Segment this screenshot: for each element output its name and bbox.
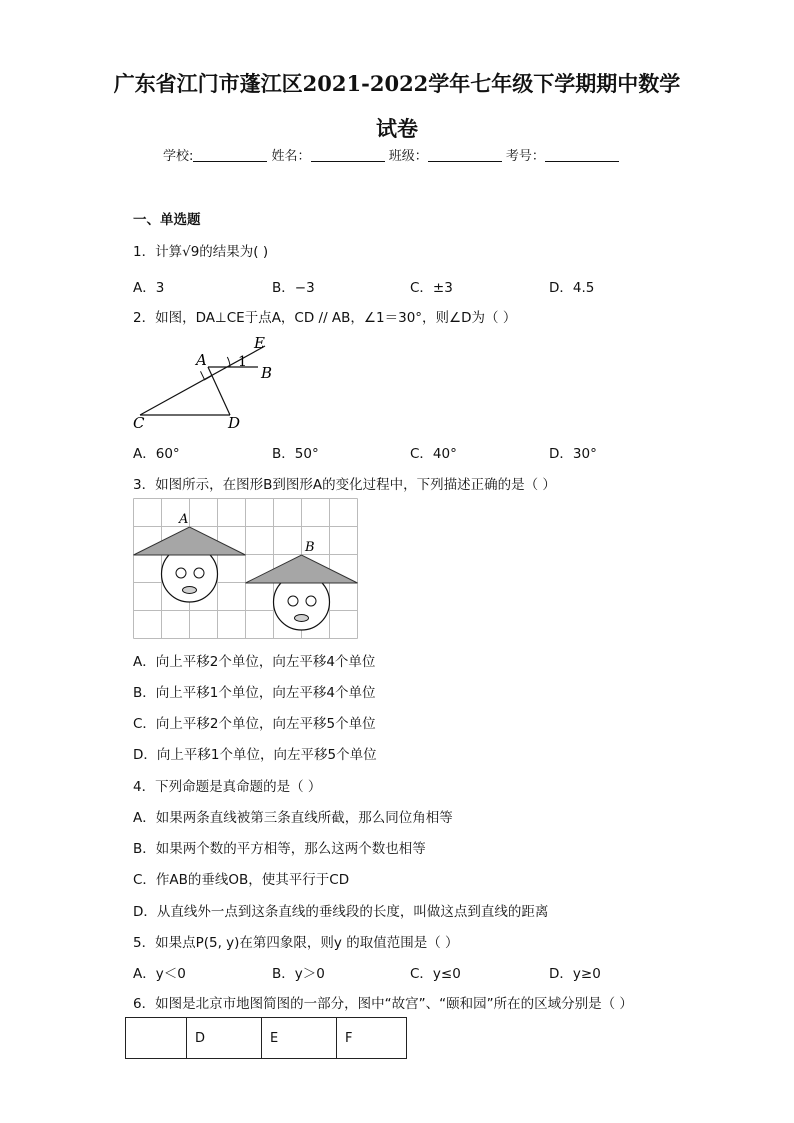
q3-option-a[interactable]: A．向上平移2个单位，向左平移4个单位 [133, 654, 376, 670]
label-b: B [261, 364, 273, 382]
exam-title-line2: 试卷 [376, 116, 418, 141]
label-a: A [196, 351, 207, 369]
q2-option-d[interactable]: D．30° [549, 446, 597, 462]
q5-option-a[interactable]: A．y＜0 [133, 966, 186, 982]
figure-b-hat [246, 555, 358, 583]
student-info-row [163, 145, 619, 164]
question-3-text: 3．如图所示，在图形B到图形A的变化过程中，下列描述正确的是（ ） [133, 477, 556, 493]
q4-option-d[interactable]: D．从直线外一点到这条直线的垂线段的长度，叫做这点到直线的距离 [133, 904, 549, 920]
q1-option-b[interactable]: B．−3 [272, 280, 315, 296]
class-label: 班级： [388, 149, 428, 164]
class-blank[interactable] [428, 149, 502, 162]
q4-option-c[interactable]: C．作AB的垂线OB，使其平行于CD [133, 872, 350, 888]
figure-b-label: B [305, 540, 315, 555]
figure-b-right-eye [306, 596, 316, 606]
q3-option-c[interactable]: C．向上平移2个单位，向左平移5个单位 [133, 716, 376, 732]
q3-option-b[interactable]: B．向上平移1个单位，向左平移4个单位 [133, 685, 376, 701]
table-cell-f: F [337, 1018, 407, 1059]
q1-option-a[interactable]: A．3 [133, 280, 165, 296]
line-ad [208, 367, 230, 415]
figure-a-label: A [179, 512, 189, 527]
q2-option-c[interactable]: C．40° [410, 446, 457, 462]
figure-a-hat [134, 527, 246, 555]
table-cell-d: D [187, 1018, 262, 1059]
section-heading: 一、单选题 [133, 212, 201, 228]
figure-b-left-eye [288, 596, 298, 606]
table-row [126, 1018, 407, 1059]
question-5-text: 5．如果点P(5, y)在第四象限，则y 的取值范围是（ ） [133, 935, 459, 951]
question-4-text: 4．下列命题是真命题的是（ ） [133, 779, 322, 795]
q4-option-b[interactable]: B．如果两个数的平方相等，那么这两个数也相等 [133, 841, 426, 857]
q1-option-d[interactable]: D．4.5 [549, 280, 595, 296]
q2-option-a[interactable]: A．60° [133, 446, 180, 462]
figure-a-mouth [183, 587, 197, 594]
name-label: 姓名： [271, 149, 311, 164]
number-label: 考号： [505, 149, 545, 164]
q5-option-d[interactable]: D．y≥0 [549, 966, 601, 982]
q5-option-c[interactable]: C．y≤0 [410, 966, 461, 982]
q4-option-a[interactable]: A．如果两条直线被第三条直线所截，那么同位角相等 [133, 810, 453, 826]
q2-geometry-figure [130, 330, 280, 430]
question-1-text: 1．计算√9的结果为( ) [133, 244, 269, 260]
q3-grid-figure [133, 498, 359, 640]
q1-option-c[interactable]: C．±3 [410, 280, 453, 296]
school-label: 学校: [163, 149, 194, 164]
number-blank[interactable] [545, 149, 619, 162]
school-blank[interactable] [193, 149, 267, 162]
exam-title-line1: 广东省江门市蓬江区2021-2022学年七年级下学期期中数学 [113, 71, 681, 96]
label-angle-1: 1 [238, 354, 247, 370]
name-blank[interactable] [311, 149, 385, 162]
q3-option-d[interactable]: D．向上平移1个单位，向左平移5个单位 [133, 747, 377, 763]
figure-a-left-eye [176, 568, 186, 578]
q6-map-grid-table [125, 1017, 407, 1059]
question-6-text: 6．如图是北京市地图简图的一部分，图中“故宫”、“颐和园”所在的区域分别是（ ） [133, 996, 633, 1012]
figure-a-right-eye [194, 568, 204, 578]
label-c: C [133, 414, 145, 430]
figure-b-mouth [295, 615, 309, 622]
question-2-text: 2．如图，DA⊥CE于点A，CD // AB，∠1＝30°，则∠D为（ ） [133, 310, 517, 326]
table-cell-empty [126, 1018, 187, 1059]
label-d: D [228, 414, 241, 430]
label-e: E [254, 334, 265, 352]
table-cell-e: E [262, 1018, 337, 1059]
q2-option-b[interactable]: B．50° [272, 446, 319, 462]
q5-option-b[interactable]: B．y＞0 [272, 966, 325, 982]
